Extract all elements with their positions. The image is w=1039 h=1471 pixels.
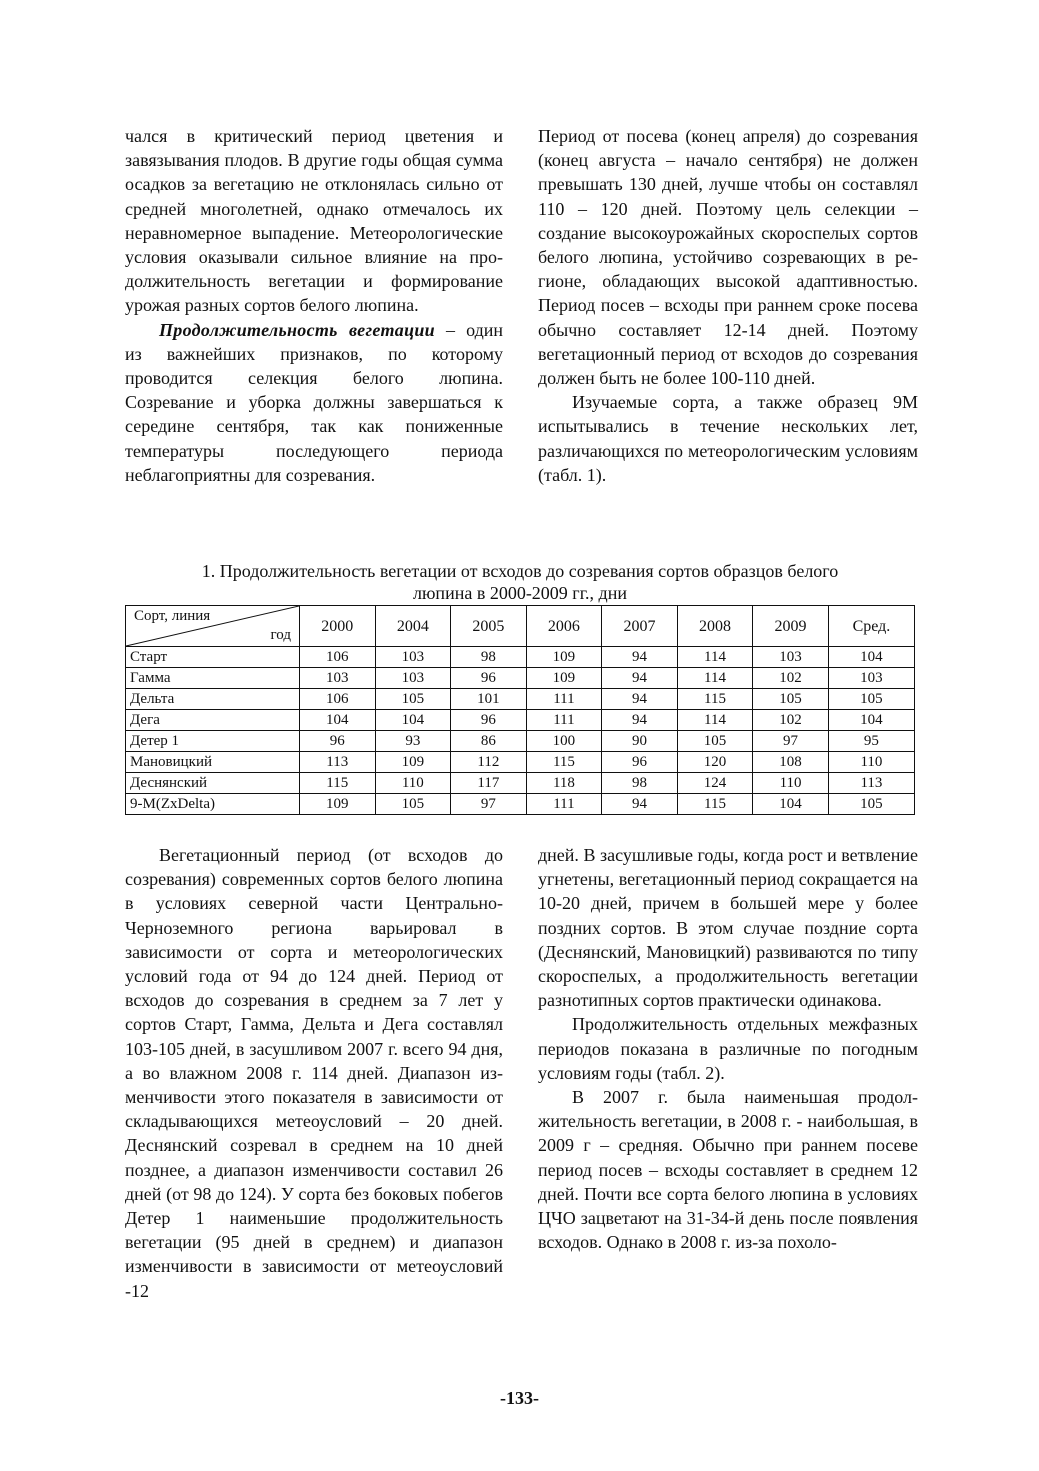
caption-line-2: люпина в 2000-2009 гг., дни [413, 583, 627, 603]
paragraph: Изучаемые сорта, а также образец 9М испытывались в течение нескольких лет, различающихся по метеорологическим условиям (табл. 1). [538, 392, 918, 485]
value-cell: 109 [300, 794, 376, 815]
value-cell: 97 [753, 731, 829, 752]
value-cell: 96 [602, 752, 678, 773]
average-cell: 104 [828, 710, 914, 731]
variety-name-cell: Детер 1 [126, 731, 300, 752]
average-cell: 105 [828, 794, 914, 815]
table-row [126, 752, 915, 773]
year-header: 2009 [753, 606, 829, 647]
average-cell: 113 [828, 773, 914, 794]
value-cell: 96 [451, 710, 527, 731]
value-cell: 117 [451, 773, 527, 794]
value-cell: 120 [677, 752, 753, 773]
value-cell: 111 [526, 689, 602, 710]
year-header: 2000 [300, 606, 376, 647]
table-row [126, 773, 915, 794]
value-cell: 98 [451, 647, 527, 668]
variety-name-cell: Дега [126, 710, 300, 731]
value-cell: 103 [375, 668, 451, 689]
variety-name-cell: Мановицкий [126, 752, 300, 773]
value-cell: 118 [526, 773, 602, 794]
value-cell: 94 [602, 794, 678, 815]
table-caption [125, 560, 915, 604]
average-header: Сред. [828, 606, 914, 647]
value-cell: 94 [602, 689, 678, 710]
value-cell: 114 [677, 710, 753, 731]
variety-name-cell: 9-M(ZxDelta) [126, 794, 300, 815]
variety-name-cell: Дельта [126, 689, 300, 710]
page-number: -133- [500, 1388, 539, 1408]
average-cell: 105 [828, 689, 914, 710]
value-cell: 96 [300, 731, 376, 752]
variety-name-cell: Старт [126, 647, 300, 668]
table-body [126, 647, 915, 815]
value-cell: 108 [753, 752, 829, 773]
value-cell: 104 [300, 710, 376, 731]
value-cell: 114 [677, 668, 753, 689]
value-cell: 104 [753, 794, 829, 815]
value-cell: 102 [753, 668, 829, 689]
value-cell: 102 [753, 710, 829, 731]
table-row [126, 710, 915, 731]
average-cell: 103 [828, 668, 914, 689]
table-header-row [126, 606, 915, 647]
average-cell: 104 [828, 647, 914, 668]
column-right-bottom [538, 843, 918, 1254]
year-header: 2005 [451, 606, 527, 647]
value-cell: 110 [753, 773, 829, 794]
value-cell: 114 [677, 647, 753, 668]
paragraph: В 2007 г. была наименьшая продолжительность вегетации, в 2008 г. - наибольшая, в 2009 г – средняя. Обычно при раннем посеве период посев – всходы составляет в среднем 12 дней. Почти все сорта белого люпина в условиях ЦЧО зацветают на 31-34-й день после появления всходов. Однако в 2008 г. из-за похоло- [538, 1087, 918, 1253]
corner-header-cell [126, 606, 300, 647]
paragraph-text: – один из важнейших признаков, по которому проводится селекция белого люпина. Созревание и уборка должны завершаться к середине сентября, так как пониженные температуры последующего периода неблагоприятны для созревания. [125, 319, 503, 485]
year-header: 2008 [677, 606, 753, 647]
value-cell: 94 [602, 710, 678, 731]
year-header: 2006 [526, 606, 602, 647]
column-right-top [538, 124, 918, 487]
table-row [126, 689, 915, 710]
value-cell: 115 [677, 794, 753, 815]
value-cell: 93 [375, 731, 451, 752]
corner-label-variety: Сорт, линия [134, 608, 211, 624]
paragraph: Продолжительность отдельных межфазных периодов показана в различные по погодным условиям годы (табл. 2). [538, 1014, 918, 1083]
paragraph: Вегетационный период (от всходов до созревания) современных сортов белого люпина в условиях северной части Центрально-Черноземного региона варьировал в зависимости от сорта и метеорологических условий года от 94 до 124 дней. Период от всходов до созревания в среднем за 7 лет у сортов Старт, Гамма, Дельта и Дега составлял 103-105 дней, в засушливом 2007 г. всего 94 дня, а во влажном 2008 г. 114 дней. Диапазон изменчивости этого показателя в зависимости от складывающихся метеоусловий – 20 дней. Деснянский созревал в среднем на 10 дней позднее, а диапазон изменчивости составил 26 дней (от 98 до 124). У сорта без боковых побегов Детер 1 наименьшие продолжительность вегетации (95 дней в среднем) и диапазон изменчивости в зависимости от метеоусловий -12 [125, 845, 503, 1301]
value-cell: 109 [526, 668, 602, 689]
value-cell: 105 [753, 689, 829, 710]
table-row [126, 647, 915, 668]
term-highlight: Продолжительность вегетации [159, 319, 435, 340]
value-cell: 103 [375, 647, 451, 668]
year-header: 2007 [602, 606, 678, 647]
value-cell: 104 [375, 710, 451, 731]
value-cell: 94 [602, 668, 678, 689]
value-cell: 106 [300, 647, 376, 668]
value-cell: 113 [300, 752, 376, 773]
value-cell: 112 [451, 752, 527, 773]
value-cell: 96 [451, 668, 527, 689]
table-row [126, 794, 915, 815]
column-left-bottom [125, 843, 503, 1303]
value-cell: 110 [375, 773, 451, 794]
paragraph: чался в критический период цветения и завязывания плодов. В другие годы общая сумма осадков за вегетацию не отклонялась сильно от средней многолетней, однако отмечалось их неравномерное выпадение. Метеорологические условия оказывали сильное влияние на продолжительность вегетации и формирование урожая разных сортов белого люпина. [125, 126, 503, 316]
value-cell: 105 [375, 689, 451, 710]
value-cell: 103 [300, 668, 376, 689]
value-cell: 124 [677, 773, 753, 794]
year-header: 2004 [375, 606, 451, 647]
value-cell: 86 [451, 731, 527, 752]
variety-name-cell: Гамма [126, 668, 300, 689]
value-cell: 98 [602, 773, 678, 794]
caption-line-1: 1. Продолжительность вегетации от всходов до созревания сортов образцов белого [201, 561, 839, 581]
value-cell: 109 [375, 752, 451, 773]
value-cell: 111 [526, 710, 602, 731]
value-cell: 115 [677, 689, 753, 710]
average-cell: 95 [828, 731, 914, 752]
vegetation-table [125, 605, 915, 815]
paragraph: Период от посева (конец апреля) до созревания (конец августа – начало сентября) не должен превышать 130 дней, лучше чтобы он составлял 110 – 120 дней. Поэтому цель селекции – создание высокоурожайных скороспелых сортов белого люпина, устойчиво созревающих в регионе, обладающих высокой адаптивностью. Период посев – всходы при раннем сроке посева обычно составляет 12-14 дней. Поэтому вегетационный период от всходов до созревания должен быть не более 100-110 дней. [538, 126, 918, 389]
value-cell: 109 [526, 647, 602, 668]
value-cell: 111 [526, 794, 602, 815]
value-cell: 105 [375, 794, 451, 815]
column-left-top [125, 124, 503, 487]
value-cell: 94 [602, 647, 678, 668]
value-cell: 105 [677, 731, 753, 752]
value-cell: 103 [753, 647, 829, 668]
table-row [126, 668, 915, 689]
table-row [126, 731, 915, 752]
value-cell: 115 [300, 773, 376, 794]
paragraph: дней. В засушливые годы, когда рост и ветвление угнетены, вегетационный период сокращается на 10-20 дней, причем в большей мере у более поздних сортов. В этом случае поздние сорта (Деснянский, Мановицкий) развиваются по типу скороспелых, а продолжительность вегетации разнотипных сортов практически одинакова. [538, 845, 918, 1011]
value-cell: 101 [451, 689, 527, 710]
value-cell: 106 [300, 689, 376, 710]
value-cell: 100 [526, 731, 602, 752]
value-cell: 97 [451, 794, 527, 815]
average-cell: 110 [828, 752, 914, 773]
value-cell: 90 [602, 731, 678, 752]
value-cell: 115 [526, 752, 602, 773]
paragraph [125, 318, 503, 487]
corner-label-year: год [270, 627, 291, 643]
variety-name-cell: Деснянский [126, 773, 300, 794]
